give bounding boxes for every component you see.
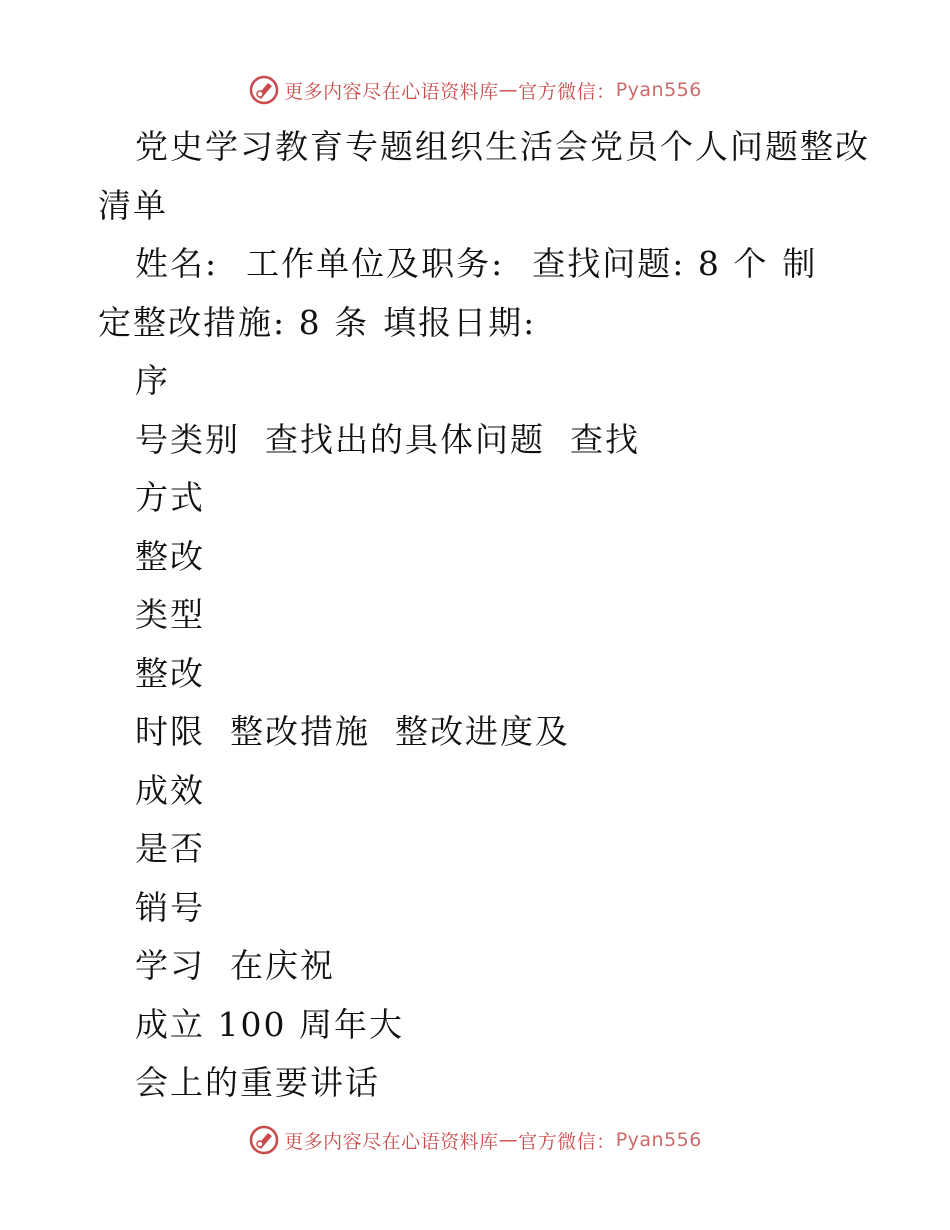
doc-line: 方式 xyxy=(135,478,205,517)
unit-label: 工作单位及职务: xyxy=(246,244,505,283)
document-body xyxy=(98,118,870,1113)
doc-line: 成效 xyxy=(135,770,205,810)
pen-seal-icon xyxy=(248,1124,280,1156)
doc-title-line-1: 党史学习教育专题组织生活会党员个人问题整改 xyxy=(135,127,870,166)
doc-line: 整改 xyxy=(135,536,205,576)
banner-dash: — xyxy=(498,1129,519,1151)
footer-banner xyxy=(0,1120,950,1160)
measures-label: 定整改措施: 8 条 xyxy=(98,302,370,342)
banner-wechat-id: Pyan556 xyxy=(615,79,702,101)
name-label: 姓名: xyxy=(135,244,219,283)
header-banner xyxy=(0,70,950,110)
banner-wechat-label: 官方微信： xyxy=(518,80,616,103)
doc-line: 成立 100 周年大 xyxy=(135,1004,404,1044)
doc-line: 整改 xyxy=(135,653,205,693)
banner-brand-text: 更多内容尽在心语资料库 xyxy=(284,1130,499,1153)
banner-dash: — xyxy=(498,79,519,101)
doc-line: 时限 整改措施 整改进度及 xyxy=(135,712,570,751)
doc-line: 学习 在庆祝 xyxy=(135,946,335,985)
doc-info-line-2 xyxy=(98,294,858,353)
banner-wechat-id: Pyan556 xyxy=(615,1129,702,1151)
report-date-label: 填报日期: xyxy=(383,302,537,342)
banner-brand-text: 更多内容尽在心语资料库 xyxy=(284,80,499,103)
pen-seal-icon xyxy=(248,74,280,106)
doc-title-line-2: 清单 xyxy=(98,185,168,225)
doc-line: 销号 xyxy=(135,887,205,927)
banner-wechat-label: 官方微信： xyxy=(518,1130,616,1153)
doc-line: 号类别 查找出的具体问题 查找 xyxy=(135,419,640,459)
doc-info-line-1 xyxy=(98,235,858,294)
measures-prefix: 制 xyxy=(782,244,818,283)
doc-line: 序 xyxy=(135,361,170,400)
found-problems-label: 查找问题: 8 个 xyxy=(532,244,769,283)
doc-line: 类型 xyxy=(135,595,205,634)
doc-line: 会上的重要讲话 xyxy=(135,1063,380,1102)
doc-line: 是否 xyxy=(135,829,205,868)
